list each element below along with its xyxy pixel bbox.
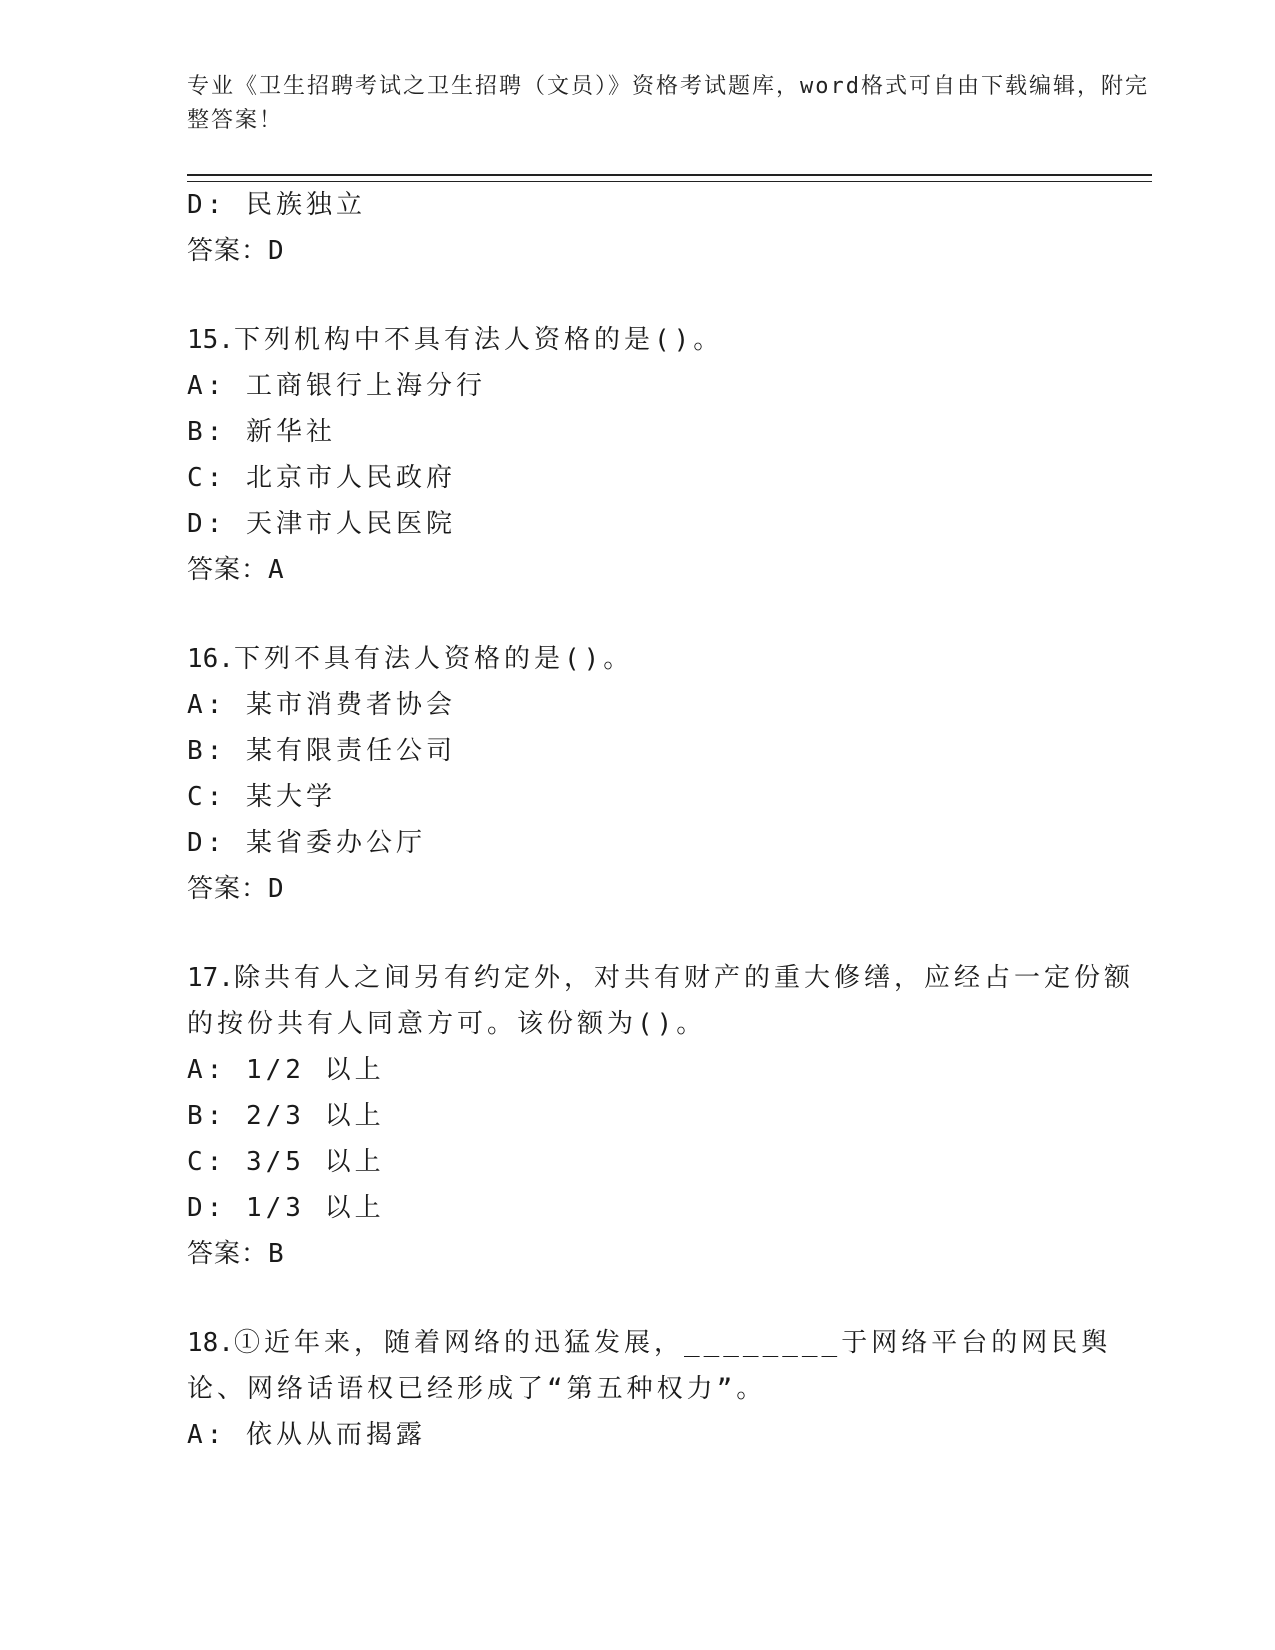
question-text: [187, 317, 1152, 363]
question-text: [187, 636, 1152, 682]
question-stem: ①近年来，随着网络的迅猛发展，________于网络平台的网民舆论、网络话语权已经形成了“第五种权力”。: [187, 1328, 1112, 1404]
answer-value: A: [268, 555, 285, 585]
answer-line: [187, 547, 1152, 593]
option-c: C: 3/5 以上: [187, 1147, 385, 1177]
option-d: D: 民族独立: [187, 190, 366, 220]
question-17: [187, 955, 1152, 1277]
option-b: B: 某有限责任公司: [187, 736, 456, 766]
answer-value: D: [268, 874, 285, 904]
question-number: 15.: [187, 325, 234, 355]
header-divider: [187, 174, 1152, 182]
previous-question-tail: [187, 182, 1152, 274]
option-a: A: 某市消费者协会: [187, 690, 456, 720]
answer-line: [187, 866, 1152, 912]
question-text: [187, 955, 1152, 1047]
option-b: B: 新华社: [187, 417, 336, 447]
option-d: D: 1/3 以上: [187, 1193, 385, 1223]
question-15: [187, 317, 1152, 593]
option-d: D: 天津市人民医院: [187, 509, 456, 539]
question-18: [187, 1320, 1152, 1458]
option-d: D: 某省委办公厅: [187, 828, 426, 858]
question-stem: 除共有人之间另有约定外，对共有财产的重大修缮，应经占一定份额的按份共有人同意方可。该份额为()。: [187, 963, 1134, 1039]
answer-label: 答案：: [187, 874, 269, 904]
option-c: C: 北京市人民政府: [187, 463, 456, 493]
question-16: [187, 636, 1152, 912]
answer-label: 答案：: [187, 1239, 269, 1269]
question-stem: 下列机构中不具有法人资格的是()。: [233, 325, 724, 355]
option-b: B: 2/3 以上: [187, 1101, 385, 1131]
document-header: 专业《卫生招聘考试之卫生招聘（文员）》资格考试题库，word格式可自由下载编辑，附完整答案！: [187, 74, 1149, 133]
answer-value: B: [268, 1239, 285, 1269]
answer-value: D: [268, 236, 285, 266]
question-number: 16.: [187, 644, 234, 674]
answer-label: 答案：: [187, 555, 269, 585]
option-a: A: 1/2 以上: [187, 1055, 385, 1085]
question-stem: 下列不具有法人资格的是()。: [233, 644, 634, 674]
option-a: A: 依从从而揭露: [187, 1420, 426, 1450]
question-number: 17.: [187, 963, 234, 993]
option-a: A: 工商银行上海分行: [187, 371, 486, 401]
question-number: 18.: [187, 1328, 234, 1358]
document-page: [187, 70, 1152, 1458]
answer-label: 答案：: [187, 236, 269, 266]
question-text: [187, 1320, 1152, 1412]
option-c: C: 某大学: [187, 782, 336, 812]
answer-line: [187, 228, 1152, 274]
answer-line: [187, 1231, 1152, 1277]
